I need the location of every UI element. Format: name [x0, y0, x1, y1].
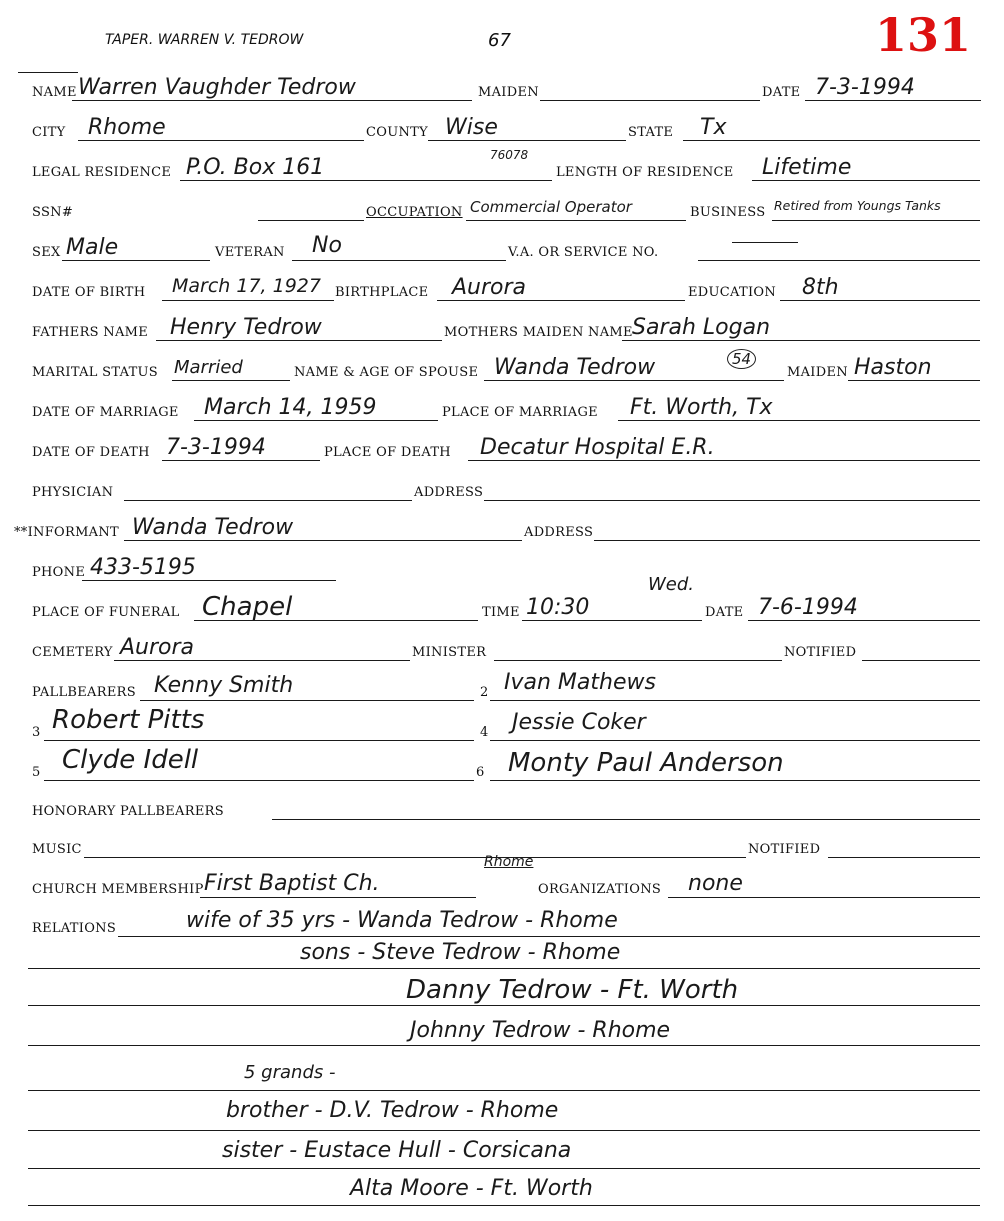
header-note: TAPER. WARREN V. TEDROW	[105, 32, 304, 48]
place-marriage-line	[618, 420, 980, 421]
address-line	[484, 500, 980, 501]
legal-residence-value: P.O. Box 161	[186, 155, 325, 180]
organizations-line	[668, 897, 980, 898]
church-city-value: Rhome	[484, 854, 534, 870]
birthplace-label: BIRTHPLACE	[335, 285, 429, 300]
relation-1: wife of 35 yrs - Wanda Tedrow - Rhome	[186, 908, 618, 933]
pallbearer-1: Kenny Smith	[154, 673, 294, 698]
pallbearer-5-line	[44, 780, 474, 781]
header-rule	[18, 72, 78, 73]
date-label: DATE	[762, 85, 801, 100]
state-label: STATE	[628, 125, 674, 140]
cemetery-line	[114, 660, 410, 661]
relations-line-4	[28, 1045, 980, 1046]
veteran-value: No	[312, 233, 342, 258]
relations-line-2	[28, 968, 980, 969]
page-number: 131	[875, 8, 972, 62]
fathers-name-value: Henry Tedrow	[170, 315, 322, 340]
pallbearer-3: Robert Pitts	[52, 705, 205, 735]
sex-line	[62, 260, 210, 261]
spouse-value: Wanda Tedrow	[494, 355, 656, 380]
legal-residence-label: LEGAL RESIDENCE	[32, 165, 172, 180]
honorary-line	[272, 819, 980, 820]
music-line	[84, 857, 746, 858]
relation-7: sister - Eustace Hull - Corsicana	[222, 1138, 572, 1163]
relation-2: sons - Steve Tedrow - Rhome	[300, 940, 621, 965]
place-funeral-label: PLACE OF FUNERAL	[32, 605, 180, 620]
place-death-line	[468, 460, 980, 461]
date-line	[805, 100, 981, 101]
place-funeral-value: Chapel	[202, 592, 293, 622]
date-marriage-line	[194, 420, 438, 421]
pallbearer-6-number: 6	[476, 765, 485, 780]
cemetery-label: CEMETERY	[32, 645, 113, 660]
time-value: 10:30	[526, 595, 590, 620]
name-line	[72, 100, 472, 101]
education-line	[780, 300, 980, 301]
pallbearer-4-line	[490, 740, 980, 741]
occupation-label: OCCUPATION	[366, 205, 463, 220]
occupation-value: Commercial Operator	[470, 198, 632, 216]
dob-label: DATE OF BIRTH	[32, 285, 146, 300]
pallbearer-5-number: 5	[32, 765, 41, 780]
date-marriage-label: DATE OF MARRIAGE	[32, 405, 179, 420]
relation-4: Johnny Tedrow - Rhome	[410, 1018, 671, 1043]
maiden-line	[540, 100, 760, 101]
pallbearer-3-line	[44, 740, 474, 741]
organizations-value: none	[688, 871, 743, 896]
place-marriage-value: Ft. Worth, Tx	[630, 395, 773, 420]
marital-status-line	[172, 380, 290, 381]
pallbearer-5: Clyde Idell	[62, 745, 199, 775]
pallbearer-2-line	[490, 700, 980, 701]
notified-label: NOTIFIED	[784, 645, 857, 660]
dob-line	[162, 300, 334, 301]
header-code: 67	[488, 30, 511, 51]
business-line	[772, 220, 980, 221]
length-residence-label: LENGTH OF RESIDENCE	[556, 165, 734, 180]
marital-status-value: Married	[174, 357, 243, 378]
informant-line	[124, 540, 522, 541]
city-value: Rhome	[88, 115, 166, 140]
church-line	[200, 897, 476, 898]
education-label: EDUCATION	[688, 285, 777, 300]
phone-value: 433-5195	[90, 555, 196, 580]
date-marriage-value: March 14, 1959	[204, 395, 377, 420]
church-value: First Baptist Ch.	[204, 871, 380, 896]
pallbearer-2-number: 2	[480, 685, 489, 700]
length-residence-line	[752, 180, 980, 181]
zip-value: 76078	[490, 148, 529, 162]
date3-label: DATE	[705, 605, 744, 620]
relation-5: 5 grands -	[244, 1062, 336, 1083]
county-value: Wise	[445, 115, 498, 140]
state-line	[683, 140, 980, 141]
funeral-day-value: Wed.	[648, 574, 695, 595]
spouse-line	[484, 380, 784, 381]
city-label: CITY	[32, 125, 66, 140]
va-service-label: V.A. OR SERVICE NO.	[508, 245, 659, 260]
pallbearer-2: Ivan Mathews	[504, 670, 656, 695]
address2-line	[594, 540, 980, 541]
pallbearer-6-line	[490, 780, 980, 781]
veteran-line	[292, 260, 506, 261]
relations-line-6	[28, 1130, 980, 1131]
minister-label: MINISTER	[412, 645, 487, 660]
organizations-label: ORGANIZATIONS	[538, 882, 662, 897]
relations-line-1	[118, 936, 980, 937]
informant-label: **INFORMANT	[14, 525, 120, 540]
notified2-line	[828, 857, 980, 858]
address2-label: ADDRESS	[524, 525, 594, 540]
relations-line-5	[28, 1090, 980, 1091]
funeral-date-value: 7-6-1994	[758, 595, 858, 620]
relations-line-8	[28, 1205, 980, 1206]
pallbearer-4-number: 4	[480, 725, 489, 740]
dob-value: March 17, 1927	[172, 275, 321, 297]
maiden-label: MAIDEN	[478, 85, 539, 100]
name-label: NAME	[32, 85, 77, 100]
spouse-label: NAME & AGE OF SPOUSE	[294, 365, 479, 380]
county-label: COUNTY	[366, 125, 428, 140]
state-value: Tx	[700, 115, 727, 140]
business-value: Retired from Youngs Tanks	[774, 198, 941, 213]
date-death-value: 7-3-1994	[166, 435, 266, 460]
pallbearer-6: Monty Paul Anderson	[508, 748, 784, 778]
notified-line	[862, 660, 980, 661]
sex-label: SEX	[32, 245, 61, 260]
occupation-line	[466, 220, 686, 221]
fathers-name-label: FATHERS NAME	[32, 325, 149, 340]
church-label: CHURCH MEMBERSHIP	[32, 882, 204, 897]
marital-status-label: MARITAL STATUS	[32, 365, 159, 380]
spouse-maiden-value: Haston	[854, 355, 932, 380]
mothers-maiden-line	[622, 340, 980, 341]
physician-line	[124, 500, 412, 501]
birthplace-value: Aurora	[452, 275, 527, 300]
relations-label: RELATIONS	[32, 921, 117, 936]
pallbearer-3-number: 3	[32, 725, 41, 740]
informant-value: Wanda Tedrow	[132, 515, 294, 540]
length-residence-value: Lifetime	[762, 155, 852, 180]
relation-3: Danny Tedrow - Ft. Worth	[406, 975, 739, 1005]
music-label: MUSIC	[32, 842, 82, 857]
pallbearers-label: PALLBEARERS	[32, 685, 136, 700]
legal-residence-line	[180, 180, 552, 181]
time-label: TIME	[482, 605, 520, 620]
mothers-maiden-value: Sarah Logan	[632, 315, 771, 340]
relations-line-3	[28, 1005, 980, 1006]
honorary-label: HONORARY PALLBEARERS	[32, 804, 224, 819]
pallbearer-1-line	[140, 700, 474, 701]
sex-value: Male	[66, 235, 119, 260]
pallbearer-4: Jessie Coker	[512, 710, 646, 735]
notified2-label: NOTIFIED	[748, 842, 821, 857]
relation-8: Alta Moore - Ft. Worth	[350, 1176, 593, 1201]
ssn-line	[258, 220, 364, 221]
maiden2-line	[848, 380, 980, 381]
mothers-maiden-label: MOTHERS MAIDEN NAME	[444, 325, 633, 340]
name-value: Warren Vaughder Tedrow	[78, 75, 356, 100]
ssn-label: SSN#	[32, 205, 74, 220]
date-death-line	[162, 460, 320, 461]
city-line	[78, 140, 364, 141]
time-line	[522, 620, 702, 621]
place-marriage-label: PLACE OF MARRIAGE	[442, 405, 598, 420]
spouse-age-value: 54	[727, 349, 756, 369]
birthplace-line	[437, 300, 685, 301]
fathers-name-line	[156, 340, 442, 341]
place-death-value: Decatur Hospital E.R.	[480, 435, 715, 460]
phone-label: PHONE	[32, 565, 86, 580]
place-death-label: PLACE OF DEATH	[324, 445, 451, 460]
address-label: ADDRESS	[414, 485, 484, 500]
relation-6: brother - D.V. Tedrow - Rhome	[226, 1098, 559, 1123]
va-service-dash	[732, 242, 798, 243]
county-line	[428, 140, 626, 141]
business-label: BUSINESS	[690, 205, 766, 220]
veteran-label: VETERAN	[215, 245, 285, 260]
maiden2-label: MAIDEN	[787, 365, 848, 380]
date-value: 7-3-1994	[815, 75, 915, 100]
va-service-line	[698, 260, 980, 261]
relations-line-7	[28, 1168, 980, 1169]
date3-line	[748, 620, 980, 621]
education-value: 8th	[802, 275, 839, 300]
phone-line	[82, 580, 336, 581]
physician-label: PHYSICIAN	[32, 485, 114, 500]
cemetery-value: Aurora	[120, 635, 195, 660]
date-death-label: DATE OF DEATH	[32, 445, 150, 460]
minister-line	[494, 660, 782, 661]
